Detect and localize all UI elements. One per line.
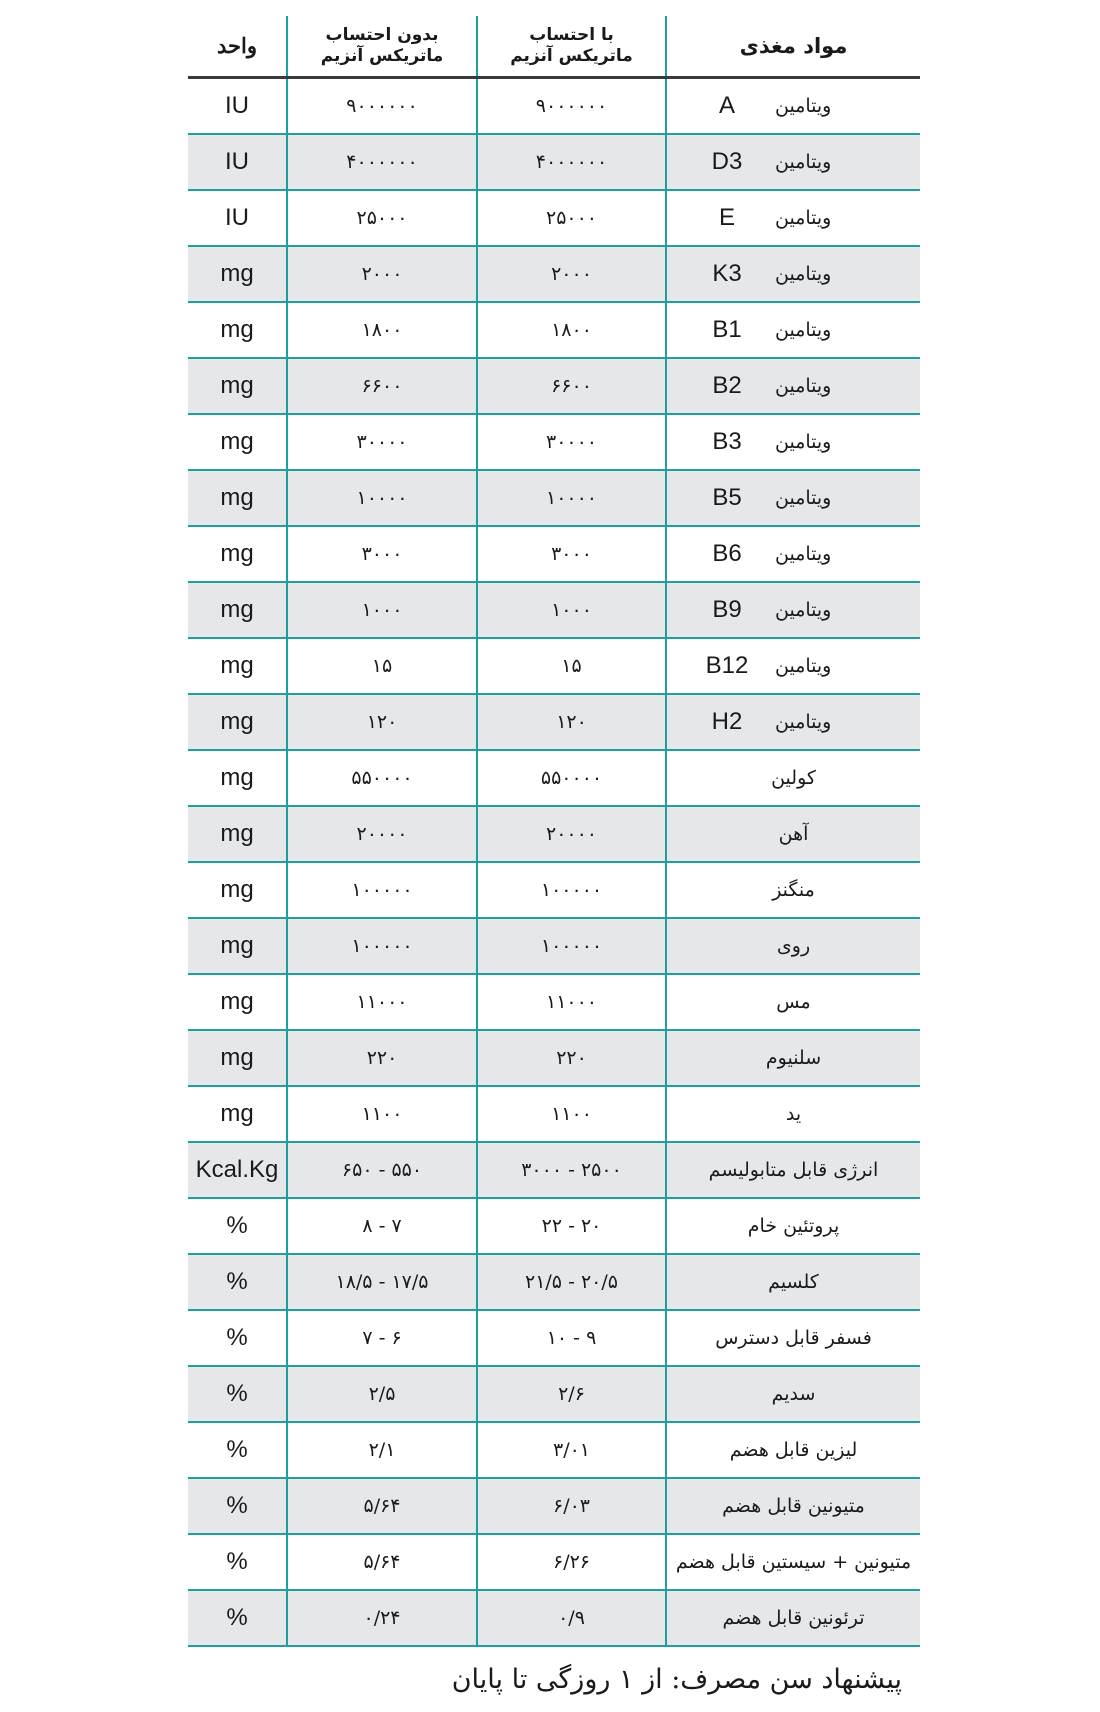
unit-cell: % xyxy=(226,1268,248,1295)
with-matrix-cell: ۱۸۰۰ xyxy=(476,303,665,357)
without-matrix-cell: ۱۱۰۰۰ xyxy=(286,975,476,1029)
nutrient-cell xyxy=(665,471,920,525)
unit-cell: mg xyxy=(220,372,254,399)
table-row xyxy=(188,639,920,695)
header-without-line1: بدون احتساب xyxy=(325,24,439,45)
with-matrix-cell: ۳/۰۱ xyxy=(476,1423,665,1477)
table-row xyxy=(188,1143,920,1199)
table-row xyxy=(188,807,920,863)
vitamin-label: ویتامین xyxy=(775,543,832,565)
with-matrix-cell: ۱۱۰۰۰ xyxy=(476,975,665,1029)
usage-age-note: پیشنهاد سن مصرف: از ۱ روزگی تا پایان xyxy=(451,1664,902,1695)
without-matrix-cell: ۵۵۰ - ۶۵۰ xyxy=(286,1143,476,1197)
table-row xyxy=(188,1591,920,1647)
with-matrix-cell: ۶/۲۶ xyxy=(476,1535,665,1589)
unit-cell: % xyxy=(226,1492,248,1519)
without-matrix-cell: ۱۱۰۰ xyxy=(286,1087,476,1141)
unit-cell: IU xyxy=(225,92,249,119)
without-matrix-cell: ۶ - ۷ xyxy=(286,1311,476,1365)
without-matrix-cell: ۱۲۰ xyxy=(286,695,476,749)
nutrient-cell xyxy=(665,79,920,133)
without-matrix-cell: ۶۶۰۰ xyxy=(286,359,476,413)
nutrient-cell xyxy=(665,695,920,749)
table-row xyxy=(188,1199,920,1255)
vitamin-label: ویتامین xyxy=(775,655,832,677)
table-row xyxy=(188,415,920,471)
vitamin-label: ویتامین xyxy=(775,375,832,397)
unit-cell: % xyxy=(226,1548,248,1575)
table-row xyxy=(188,1311,920,1367)
table-row xyxy=(188,303,920,359)
without-matrix-cell: ۵/۶۴ xyxy=(286,1479,476,1533)
without-matrix-cell: ۷ - ۸ xyxy=(286,1199,476,1253)
vitamin-code: D3 xyxy=(711,148,743,175)
unit-cell: % xyxy=(226,1212,248,1239)
header-nutrient: مواد مغذی xyxy=(665,16,920,76)
header-without-line2: ماتریکس آنزیم xyxy=(320,46,444,66)
nutrient-cell: فسفر قابل دسترس xyxy=(665,1311,920,1365)
without-matrix-cell: ۲/۱ xyxy=(286,1423,476,1477)
nutrient-cell: ترئونین قابل هضم xyxy=(665,1591,920,1645)
unit-cell: mg xyxy=(220,820,254,847)
vitamin-label: ویتامین xyxy=(775,151,832,173)
nutrient-cell: مس xyxy=(665,975,920,1029)
nutrient-cell xyxy=(665,583,920,637)
vitamin-code: B12 xyxy=(705,652,749,679)
with-matrix-cell: ۲۰۰۰ xyxy=(476,247,665,301)
without-matrix-cell: ۲۵۰۰۰ xyxy=(286,191,476,245)
unit-cell: mg xyxy=(220,708,254,735)
vitamin-code: B2 xyxy=(712,372,742,399)
vitamin-label: ویتامین xyxy=(775,599,832,621)
nutrient-cell: انرژی قابل متابولیسم xyxy=(665,1143,920,1197)
unit-cell: mg xyxy=(220,596,254,623)
with-matrix-cell: ۲۵۰۰۰ xyxy=(476,191,665,245)
unit-cell: mg xyxy=(220,484,254,511)
without-matrix-cell: ۵۵۰۰۰۰ xyxy=(286,751,476,805)
table-row xyxy=(188,1479,920,1535)
vitamin-code: B9 xyxy=(712,596,742,623)
header-with-matrix xyxy=(476,16,665,76)
unit-cell: mg xyxy=(220,876,254,903)
without-matrix-cell: ۱۸۰۰ xyxy=(286,303,476,357)
with-matrix-cell: ۱۰۰۰ xyxy=(476,583,665,637)
table-row xyxy=(188,1367,920,1423)
table-row xyxy=(188,79,920,135)
without-matrix-cell: ۲۰۰۰۰ xyxy=(286,807,476,861)
vitamin-code: B3 xyxy=(712,428,742,455)
with-matrix-cell: ۹ - ۱۰ xyxy=(476,1311,665,1365)
nutrient-cell: لیزین قابل هضم xyxy=(665,1423,920,1477)
table-row xyxy=(188,919,920,975)
unit-cell: mg xyxy=(220,428,254,455)
unit-cell: % xyxy=(226,1604,248,1631)
with-matrix-cell: ۱۰۰۰۰۰ xyxy=(476,863,665,917)
unit-cell: mg xyxy=(220,1100,254,1127)
nutrient-cell: کلسیم xyxy=(665,1255,920,1309)
vitamin-label: ویتامین xyxy=(775,263,832,285)
without-matrix-cell: ۱۵ xyxy=(286,639,476,693)
nutrient-cell xyxy=(665,135,920,189)
header-with-line1: با احتساب xyxy=(529,24,614,45)
nutrition-table xyxy=(188,16,920,1647)
with-matrix-cell: ۱۲۰ xyxy=(476,695,665,749)
table-row xyxy=(188,247,920,303)
unit-cell: mg xyxy=(220,652,254,679)
nutrient-cell: منگنز xyxy=(665,863,920,917)
with-matrix-cell: ۹۰۰۰۰۰۰ xyxy=(476,79,665,133)
table-row xyxy=(188,1031,920,1087)
table-row xyxy=(188,695,920,751)
unit-cell: mg xyxy=(220,260,254,287)
nutrient-cell: سلنیوم xyxy=(665,1031,920,1085)
nutrient-cell: کولین xyxy=(665,751,920,805)
with-matrix-cell: ۲۵۰۰ - ۳۰۰۰ xyxy=(476,1143,665,1197)
without-matrix-cell: ۲/۵ xyxy=(286,1367,476,1421)
vitamin-label: ویتامین xyxy=(775,319,832,341)
with-matrix-cell: ۲/۶ xyxy=(476,1367,665,1421)
nutrient-cell xyxy=(665,247,920,301)
unit-cell: Kcal.Kg xyxy=(195,1156,279,1183)
vitamin-label: ویتامین xyxy=(775,711,832,733)
vitamin-code: H2 xyxy=(711,708,743,735)
with-matrix-cell: ۶۶۰۰ xyxy=(476,359,665,413)
header-without-matrix xyxy=(286,16,476,76)
unit-cell: IU xyxy=(225,148,249,175)
without-matrix-cell: ۱۰۰۰۰۰ xyxy=(286,919,476,973)
unit-cell: mg xyxy=(220,988,254,1015)
without-matrix-cell: ۱۰۰۰۰۰ xyxy=(286,863,476,917)
with-matrix-cell: ۲۰۰۰۰ xyxy=(476,807,665,861)
header-with-line2: ماتریکس آنزیم xyxy=(510,46,633,66)
without-matrix-cell: ۱۰۰۰۰ xyxy=(286,471,476,525)
unit-cell: mg xyxy=(220,932,254,959)
with-matrix-cell: ۰/۹ xyxy=(476,1591,665,1645)
vitamin-code: A xyxy=(718,92,735,119)
table-row xyxy=(188,975,920,1031)
without-matrix-cell: ۳۰۰۰ xyxy=(286,527,476,581)
nutrient-cell xyxy=(665,639,920,693)
nutrient-cell: متیونین + سیستین قابل هضم xyxy=(665,1535,920,1589)
nutrient-cell xyxy=(665,359,920,413)
without-matrix-cell: ۴۰۰۰۰۰۰ xyxy=(286,135,476,189)
unit-cell: mg xyxy=(220,764,254,791)
unit-cell: IU xyxy=(225,204,249,231)
vitamin-code: B5 xyxy=(712,484,742,511)
unit-cell: mg xyxy=(220,316,254,343)
vitamin-label: ویتامین xyxy=(775,207,832,229)
table-row xyxy=(188,1423,920,1479)
vitamin-label: ویتامین xyxy=(775,487,832,509)
nutrient-cell: روی xyxy=(665,919,920,973)
unit-cell: mg xyxy=(220,540,254,567)
with-matrix-cell: ۱۱۰۰ xyxy=(476,1087,665,1141)
table-header xyxy=(188,16,920,79)
table-row xyxy=(188,135,920,191)
vitamin-code: E xyxy=(718,204,735,231)
nutrient-cell xyxy=(665,415,920,469)
nutrient-cell xyxy=(665,527,920,581)
nutrient-cell: ید xyxy=(665,1087,920,1141)
without-matrix-cell: ۲۰۰۰ xyxy=(286,247,476,301)
without-matrix-cell: ۹۰۰۰۰۰۰ xyxy=(286,79,476,133)
with-matrix-cell: ۱۵ xyxy=(476,639,665,693)
nutrient-cell xyxy=(665,191,920,245)
vitamin-label: ویتامین xyxy=(775,95,832,117)
without-matrix-cell: ۳۰۰۰۰ xyxy=(286,415,476,469)
table-row xyxy=(188,1255,920,1311)
without-matrix-cell: ۰/۲۴ xyxy=(286,1591,476,1645)
table-body xyxy=(188,79,920,1647)
with-matrix-cell: ۳۰۰۰ xyxy=(476,527,665,581)
with-matrix-cell: ۳۰۰۰۰ xyxy=(476,415,665,469)
without-matrix-cell: ۵/۶۴ xyxy=(286,1535,476,1589)
table-row xyxy=(188,471,920,527)
nutrient-cell: آهن xyxy=(665,807,920,861)
nutrient-cell xyxy=(665,303,920,357)
nutrient-cell: متیونین قابل هضم xyxy=(665,1479,920,1533)
header-unit: واحد xyxy=(217,34,257,58)
nutrient-cell: پروتئین خام xyxy=(665,1199,920,1253)
with-matrix-cell: ۲۲۰ xyxy=(476,1031,665,1085)
table-row xyxy=(188,583,920,639)
with-matrix-cell: ۱۰۰۰۰ xyxy=(476,471,665,525)
table-row xyxy=(188,359,920,415)
vitamin-code: B6 xyxy=(712,540,742,567)
table-row xyxy=(188,1087,920,1143)
with-matrix-cell: ۶/۰۳ xyxy=(476,1479,665,1533)
table-row xyxy=(188,863,920,919)
unit-cell: mg xyxy=(220,1044,254,1071)
table-row xyxy=(188,527,920,583)
unit-cell: % xyxy=(226,1324,248,1351)
vitamin-label: ویتامین xyxy=(775,431,832,453)
unit-cell: % xyxy=(226,1436,248,1463)
with-matrix-cell: ۵۵۰۰۰۰ xyxy=(476,751,665,805)
with-matrix-cell: ۲۰ - ۲۲ xyxy=(476,1199,665,1253)
table-row xyxy=(188,1535,920,1591)
without-matrix-cell: ۱۰۰۰ xyxy=(286,583,476,637)
without-matrix-cell: ۲۲۰ xyxy=(286,1031,476,1085)
table-row xyxy=(188,751,920,807)
with-matrix-cell: ۴۰۰۰۰۰۰ xyxy=(476,135,665,189)
with-matrix-cell: ۲۰/۵ - ۲۱/۵ xyxy=(476,1255,665,1309)
without-matrix-cell: ۱۷/۵ - ۱۸/۵ xyxy=(286,1255,476,1309)
nutrient-cell: سدیم xyxy=(665,1367,920,1421)
unit-cell: % xyxy=(226,1380,248,1407)
with-matrix-cell: ۱۰۰۰۰۰ xyxy=(476,919,665,973)
vitamin-code: K3 xyxy=(712,260,742,287)
vitamin-code: B1 xyxy=(712,316,742,343)
table-row xyxy=(188,191,920,247)
